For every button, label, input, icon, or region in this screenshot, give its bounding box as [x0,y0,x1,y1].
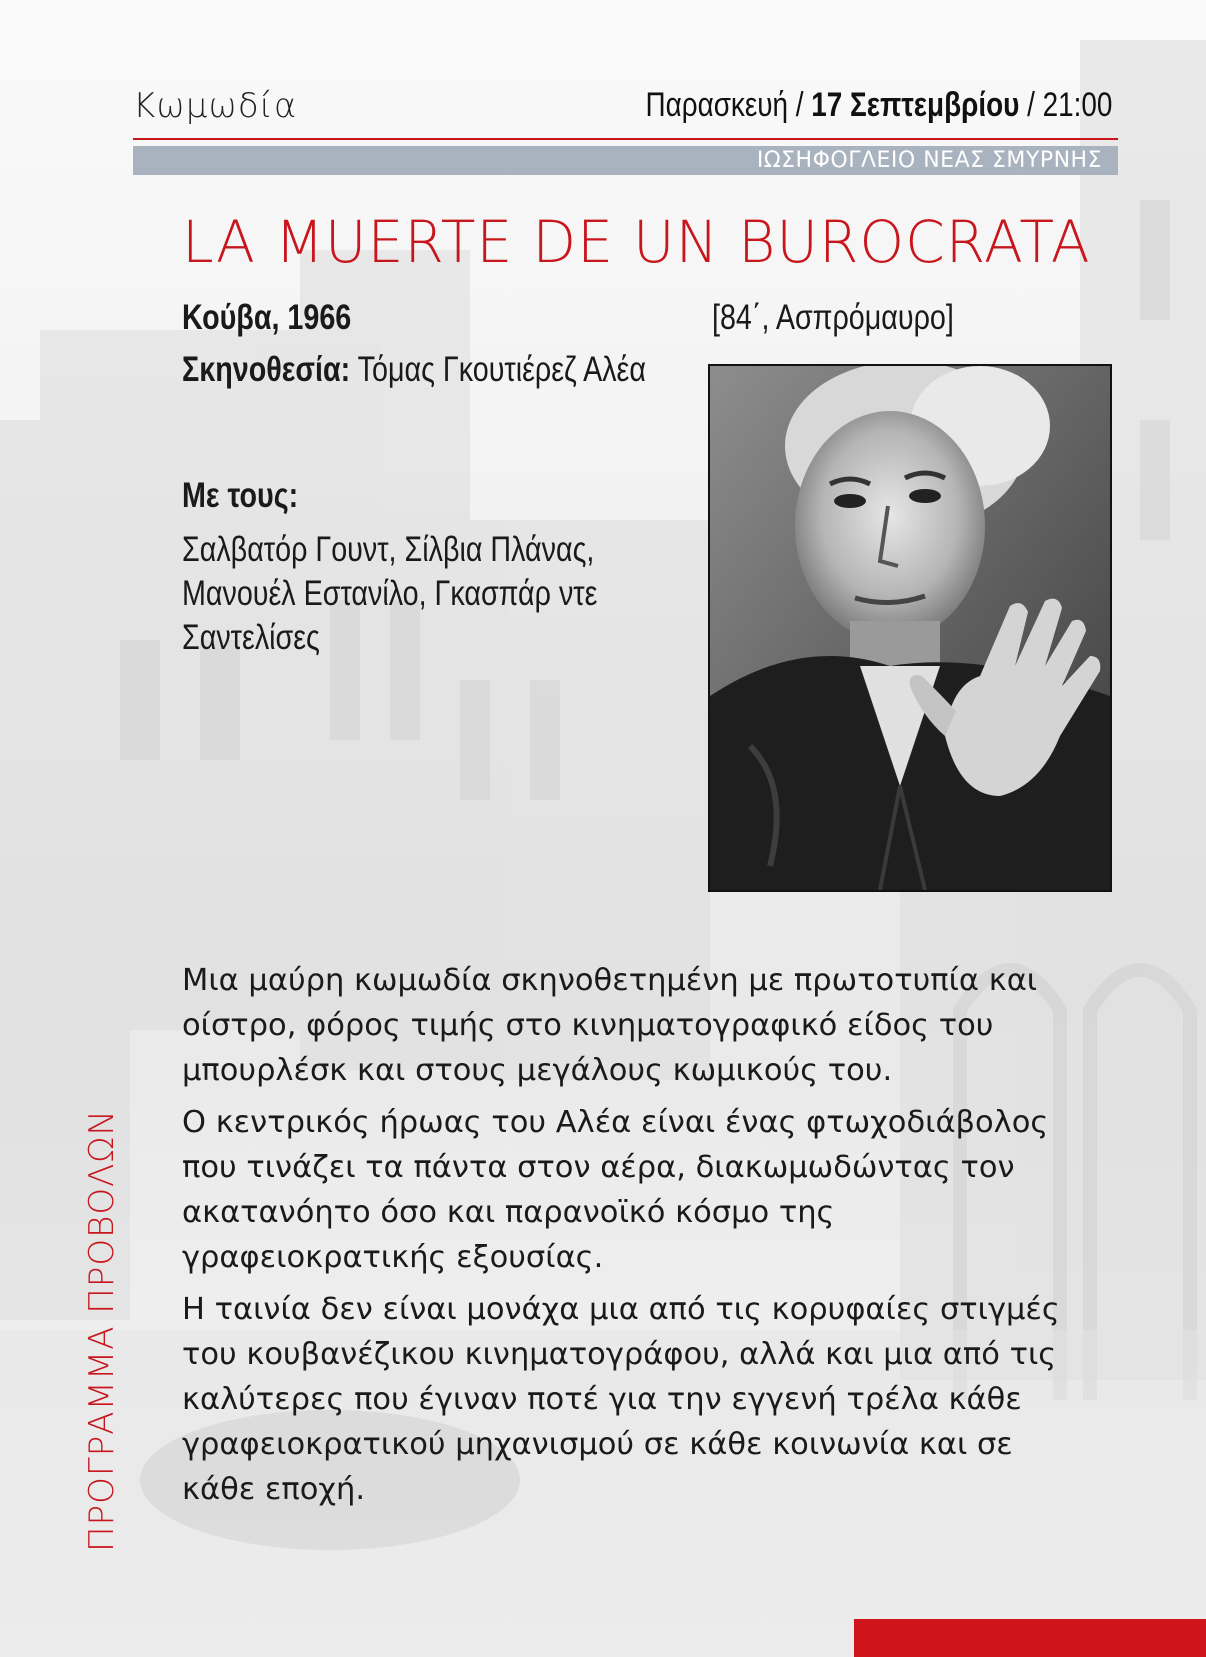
screening-day: Παρασκευή [645,86,788,124]
cast-list [182,528,641,660]
director-label: Σκηνοθεσία: [182,350,351,389]
header-divider [133,138,1118,140]
director-portrait [708,364,1112,892]
venue-bar [133,146,1118,175]
duration-format: [84΄, Ασπρόμαυρο] [712,298,954,337]
director-line [182,350,646,390]
cast-line: Μανουέλ Εστανίλο, Γκασπάρ ντε [182,574,598,613]
cast-line: Σαλβατόρ Γουντ, Σίλβια Πλάνας, [182,530,595,569]
genre-label: Κωμωδία [133,86,298,126]
cast-line: Σαντελίσες [182,618,320,657]
corner-accent-bar [854,1619,1206,1657]
cast-label: Με τους: [182,476,299,515]
description-paragraph: Ο κεντρικός ήρωας του Αλέα είναι ένας φτωχοδιάβολος που τινάζει τα πάντα στον αέρα, διακωμωδώντας τον ακατανόητο όσο και παρανοϊκό κόσμο της γραφειοκρατικής εξουσίας. [182,1105,1049,1275]
screening-time: 21:00 [1042,86,1112,124]
venue-name: ΙΩΣΗΦΟΓΛΕΙΟ ΝΕΑΣ ΣΜΥΡΝΗΣ [756,148,1102,173]
description-paragraph: Η ταινία δεν είναι μονάχα μια από τις κορυφαίες στιγμές του κουβανέζικου κινηματογράφου, αλλά και μια από τις καλύτερες που έγιναν ποτέ για την εγγενή τρέλα κάθε γραφειοκρατικού μηχανισμού σε κάθε κοινωνία και σε κάθε εποχή. [182,1292,1060,1507]
side-label-program: ΠΡΟΓΡΑΜΜΑ ΠΡΟΒΟΛΩΝ [82,1109,122,1552]
screening-datetime: Παρασκευή / 17 Σεπτεμβρίου / 21:00 [645,86,1112,124]
film-title: LA MUERTE DE UN BUROCRATA [182,208,1091,276]
description-paragraph: Μια μαύρη κωμωδία σκηνοθετημένη με πρωτοτυπία και οίστρο, φόρος τιμής στο κινηματογραφικό είδος του μπουρλέσκ και στους μεγάλους κωμικούς του. [182,963,1038,1088]
film-description [182,958,1082,1519]
screening-date: 17 Σεπτεμβρίου [810,86,1019,124]
country-year: Κούβα, 1966 [182,298,352,337]
director-name: Τόμας Γκουτιέρεζ Αλέα [357,350,646,389]
